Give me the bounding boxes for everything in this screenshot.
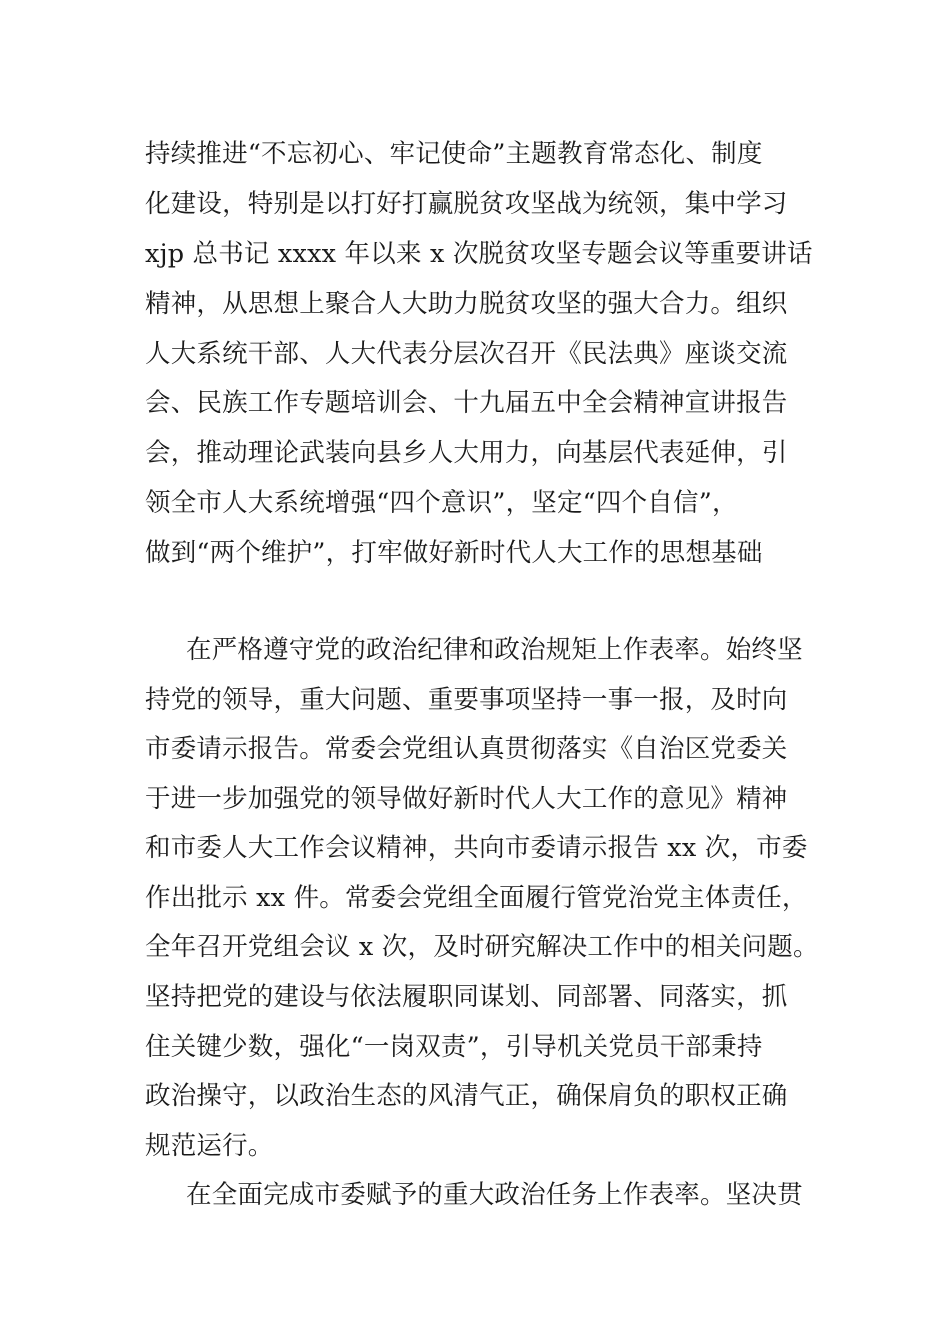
document-line: 坚持把党的建设与依法履职同谋划、同部署、同落实，抓	[145, 982, 788, 1012]
document-line: 会、民族工作专题培训会、十九届五中全会精神宣讲报告	[145, 388, 788, 418]
document-line: 和市委人大工作会议精神，共向市委请示报告 xx 次，市委	[145, 833, 808, 863]
document-line: xjp 总书记 xxxx 年以来 x 次脱贫攻坚专题会议等重要讲话	[145, 239, 813, 269]
document-line: 全年召开党组会议 x 次，及时研究解决工作中的相关问题。	[145, 932, 819, 962]
document-line: 持党的领导，重大问题、重要事项坚持一事一报，及时向	[145, 685, 788, 715]
document-line: 持续推进“不忘初心、牢记使命”主题教育常态化、制度	[145, 139, 763, 169]
document-line: 住关键少数，强化“一岗双责”，引导机关党员干部秉持	[145, 1032, 763, 1062]
document-line: 化建设，特别是以打好打赢脱贫攻坚战为统领，集中学习	[145, 189, 788, 219]
document-line: 在全面完成市委赋予的重大政治任务上作表率。坚决贯	[186, 1180, 803, 1210]
document-line: 市委请示报告。常委会党组认真贯彻落实《自治区党委关	[145, 734, 788, 764]
document-line: 作出批示 xx 件。常委会党组全面履行管党治党主体责任，	[145, 883, 808, 913]
document-line: 规范运行。	[145, 1131, 274, 1161]
document-line: 人大系统干部、人大代表分层次召开《民法典》座谈交流	[145, 339, 788, 369]
document-line: 精神，从思想上聚合人大助力脱贫攻坚的强大合力。组织	[145, 289, 788, 319]
document-line: 政治操守，以政治生态的风清气正，确保肩负的职权正确	[145, 1081, 788, 1111]
document-line: 领全市人大系统增强“四个意识”，坚定“四个自信”，	[145, 488, 738, 518]
document-line: 做到“两个维护”，打牢做好新时代人大工作的思想基础	[145, 538, 763, 568]
document-line: 于进一步加强党的领导做好新时代人大工作的意见》精神	[145, 784, 788, 814]
document-line: 会，推动理论武装向县乡人大用力，向基层代表延伸，引	[145, 438, 788, 468]
document-line: 在严格遵守党的政治纪律和政治规矩上作表率。始终坚	[186, 635, 803, 665]
